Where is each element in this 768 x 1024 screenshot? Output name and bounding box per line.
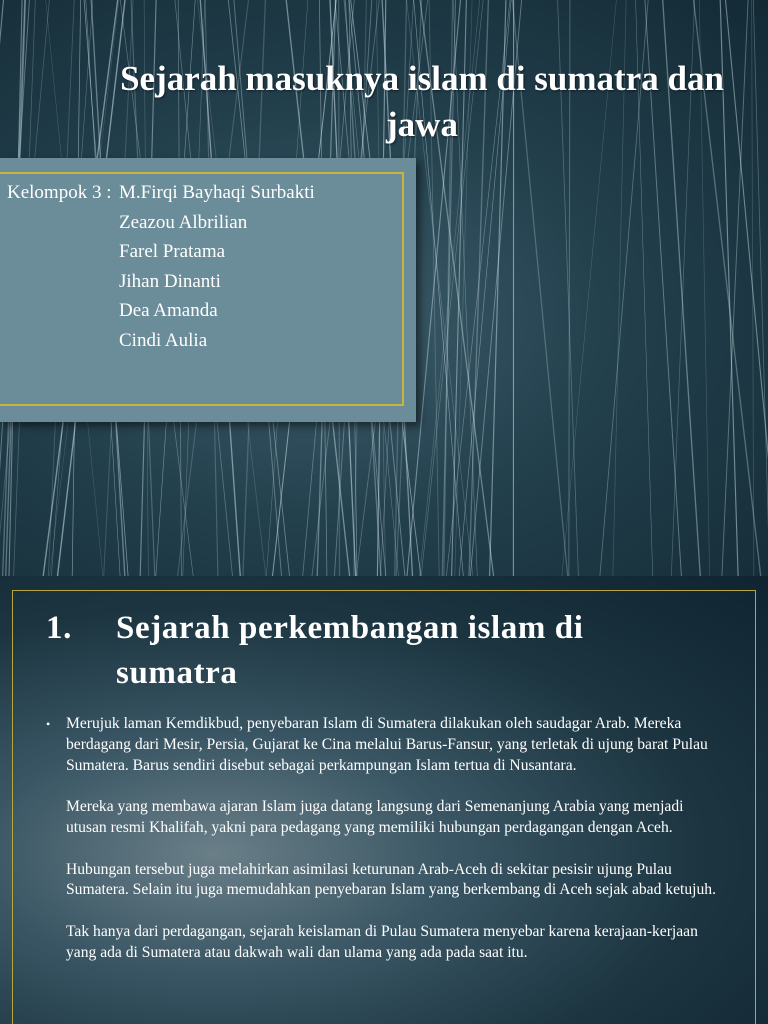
paragraph: Hubungan tersebut juga melahirkan asimilasi keturunan Arab-Aceh di sekitar pesisir ujung Pulau Sumatera. Selain itu juga memudahkan penyebaran Islam yang berkembang di Aceh sejak abad ketujuh. [66,860,716,899]
members-list [7,178,315,356]
content-slide [0,576,768,1024]
page-title: Sejarah masuknya islam di sumatra dan jawa [120,59,724,144]
decorative-line [753,0,768,576]
members-first-row [7,178,315,208]
member-name: Dea Amanda [119,300,218,322]
bullet-item [46,714,726,984]
paragraph: Tak hanya dari perdagangan, sejarah keislaman di Pulau Sumatera menyebar karena kerajaan-kerjaan yang ada di Sumatera atau dakwah wali dan ulama yang ada pada saat itu. [66,922,698,961]
paragraph: Mereka yang membawa ajaran Islam juga datang langsung dari Semenanjung Arabia yang menjadi utusan resmi Khalifah, yakni para pedagang yang memiliki hubungan perdagangan dengan Aceh. [66,798,684,836]
member-name: Farel Pratama [119,241,226,263]
paragraphs [66,714,726,984]
section-heading-text: Sejarah perkembangan islam di sumatra [116,610,584,691]
member-name: Cindi Aulia [119,329,208,351]
member-name: Jihan Dinanti [119,270,221,292]
bullet-icon: • [46,717,51,731]
section-heading [46,606,686,696]
section-body [46,714,726,984]
group-label: Kelompok 3 : [7,182,112,203]
member-name: Zeazou Albrilian [119,211,248,233]
member-name: M.Firqi Bayhaqi Surbakti [119,182,315,203]
section-number: 1. [46,610,72,646]
paragraph: Merujuk laman Kemdikbud, penyebaran Islam di Sumatera dilakukan oleh saudagar Arab. Mereka berdagang dari Mesir, Persia, Gujarat ke Cina melalui Barus-Fansur, yang terletak di ujung barat Pulau Sumatera. Barus sendiri disebut sebagai perkampungan Islam tertua di Nusantara. [66,715,708,774]
decorative-line [752,0,754,576]
